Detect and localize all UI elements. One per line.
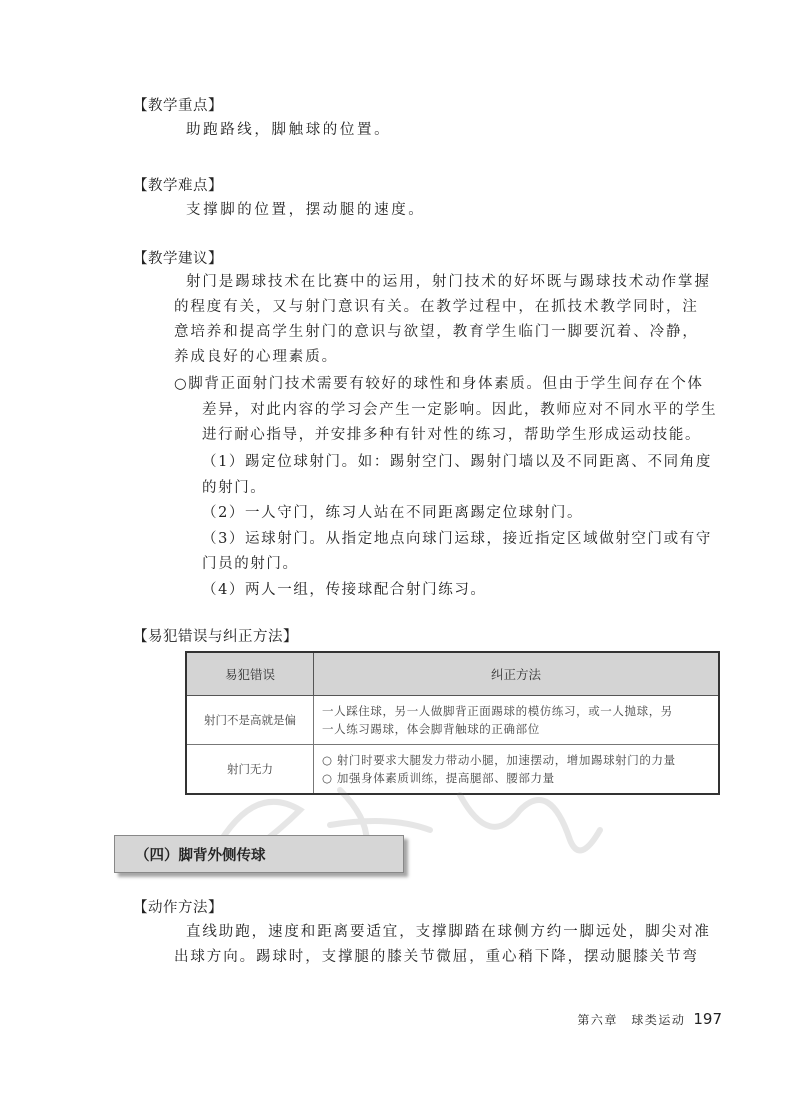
bullet-line: 差异，对此内容的学习会产生一定影响。因此，教师应对不同水平的学生: [202, 401, 718, 418]
list-item-3: （3）运球射门。从指定地点向球门运球，接近指定区域做射空门或有守: [202, 530, 712, 547]
col-header-error: 易犯错误: [186, 652, 314, 696]
chapter-label: 第六章 球类运动: [577, 1013, 686, 1027]
suggestions-bullet: [174, 372, 722, 449]
fix-line: ○ 加强身体素质训练，提高腿部、腰部力量: [322, 771, 555, 785]
practice-list: [174, 450, 722, 603]
table-row: [186, 745, 719, 795]
method-line: 直线助跑，速度和距离要适宜，支撑脚踏在球侧方约一脚远处，脚尖对准: [186, 924, 711, 940]
intro-line: 养成良好的心理素质。: [174, 349, 338, 365]
intro-line: 射门是踢球技术在比赛中的运用，射门技术的好坏既与踢球技术动作掌握: [186, 274, 711, 290]
bullet-line: 进行耐心指导，并安排多种有针对性的练习，帮助学生形成运动技能。: [202, 427, 702, 443]
intro-line: 意培养和提高学生射门的意识与欲望，教育学生临门一脚要沉着、冷静，: [174, 324, 699, 340]
table-row: [186, 696, 719, 745]
method-line: 出球方向。踢球时，支撑腿的膝关节微屈，重心稍下降，摆动腿膝关节弯: [174, 949, 699, 965]
list-item-1: （1）踢定位球射门。如：踢射空门、踢射门墙以及不同距离、不同角度: [202, 454, 712, 470]
bullet-line: ○脚背正面射门技术需要有较好的球性和身体素质。但由于学生间存在个体: [174, 376, 704, 392]
list-item-3-cont: 门员的射门。: [202, 556, 299, 572]
error-cell: 射门不是高就是偏: [186, 696, 314, 745]
errors-table: [185, 651, 720, 795]
suggestions-heading: 【教学建议】: [133, 251, 223, 267]
col-header-fix: 纠正方法: [314, 652, 720, 696]
difficulties-heading: 【教学难点】: [133, 178, 223, 194]
key-points-text: 助跑路线，脚触球的位置。: [186, 122, 392, 138]
errors-heading: 【易犯错误与纠正方法】: [133, 629, 298, 645]
list-item-1-cont: 的射门。: [202, 479, 267, 496]
intro-line: 的程度有关，又与射门意识有关。在教学过程中，在抓技术教学同时，注: [174, 299, 699, 315]
key-points-heading: 【教学重点】: [133, 98, 223, 114]
fix-line: 一人练习踢球，体会脚背触球的正确部位: [322, 722, 540, 736]
error-cell: 射门无力: [186, 745, 314, 795]
fix-line: 一人踩住球，另一人做脚背正面踢球的模仿练习，或一人抛球，另: [322, 704, 673, 718]
suggestions-intro: [174, 270, 722, 370]
method-text: [174, 920, 722, 970]
difficulties-text: 支撑脚的位置，摆动腿的速度。: [186, 202, 426, 218]
fix-cell: [314, 696, 720, 745]
method-heading: 【动作方法】: [133, 900, 223, 916]
page-footer: [577, 1010, 722, 1028]
section-title: （四）脚背外侧传球: [135, 847, 266, 864]
list-item-2: （2）一人守门，练习人站在不同距离踢定位球射门。: [202, 505, 584, 521]
list-item-4: （4）两人一组，传接球配合射门练习。: [202, 581, 487, 598]
fix-cell: [314, 745, 720, 795]
page-number: 197: [693, 1010, 722, 1028]
section-title-box: [114, 835, 404, 873]
fix-line: ○ 射门时要求大腿发力带动小腿，加速摆动，增加踢球射门的力量: [322, 753, 676, 767]
table-header-row: [186, 652, 719, 696]
